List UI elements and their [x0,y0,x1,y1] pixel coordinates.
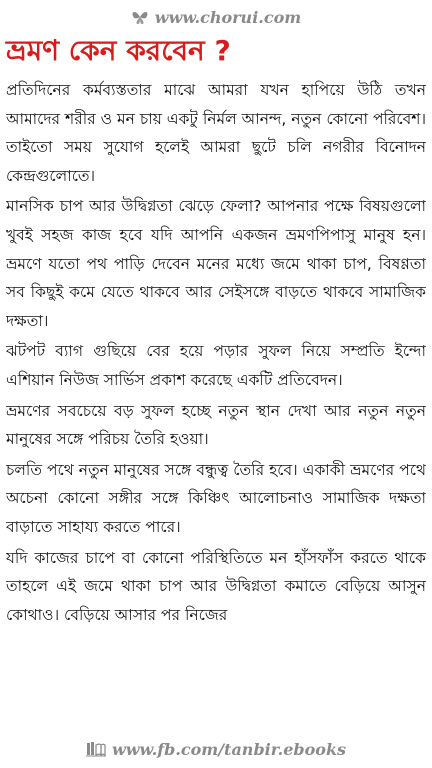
paragraph: ঝটপট ব্যাগ গুছিয়ে বের হয়ে পড়ার সুফল নিয়ে সম্প্রতি ইন্দো এশিয়ান নিউজ সার্ভিস প্রকাশ করেছে একটি প্রতিবেদন। [6,342,426,389]
paragraph: ভ্রমণের সবচেয়ে বড় সুফল হচ্ছে নতুন স্থান দেখা আর নতুন নতুন মানুষের সঙ্গে পরিচয় তৈরি হওয়া। [6,401,426,449]
butterfly-icon [131,8,149,26]
header [0,4,432,30]
facebook-url[interactable]: www.fb.com/tanbir.ebooks [111,739,347,759]
paragraph: প্রতিদিনের কর্মব্যস্ততার মাঝে আমরা যখন হাপিয়ে উঠি তখন আমাদের শরীর ও মন চায় একটু নির্মল আনন্দ, নতুন কোনো পরিবেশ। তাইতো সময় সুযোগ হলেই আমরা ছুটে চলি নগরীর বিনোদন কেন্দ্রগুলোতে। [6,81,426,185]
books-icon [86,741,106,757]
site-url[interactable]: www.chorui.com [154,7,302,27]
footer [0,736,432,762]
paragraph: যদি কাজের চাপে বা কোনো পরিস্থিতিতে মন হাঁসফাঁস করতে থাকে তাহলে এই জমে থাকা চাপ আর উদ্বিগ্নতা কমাতে বেড়িয়ে আসুন কোথাও। বেড়িয়ে আসার পর নিজের [6,548,426,624]
article-title: ভ্রমণ কেন করবেন ? [6,34,231,67]
article-body [6,76,426,716]
paragraph: মানসিক চাপ আর উদ্বিগ্নতা ঝেড়ে ফেলা? আপনার পক্ষে বিষয়গুলো খুবই সহজ কাজ হবে যদি আপনি একজন ভ্রমণপিপাসু মানুষ হন। ভ্রমণে যতো পথ পাড়ি দেবেন মনের মধ্যে জমে থাকা চাপ, বিষণ্ণতা সব কিছুই কমে যেতে থাকবে আর সেইসঙ্গে বাড়তে থাকবে সামাজিক দক্ষতা। [6,197,426,330]
paragraph: চলতি পথে নতুন মানুষের সঙ্গে বন্ধুত্ব তৈরি হবে। একাকী ভ্রমণের পথে অচেনা কোনো সঙ্গীর সঙ্গে কিঞ্চিৎ আলোচনাও সামাজিক দক্ষতা বাড়াতে সাহায্য করতে পারে। [6,460,426,536]
